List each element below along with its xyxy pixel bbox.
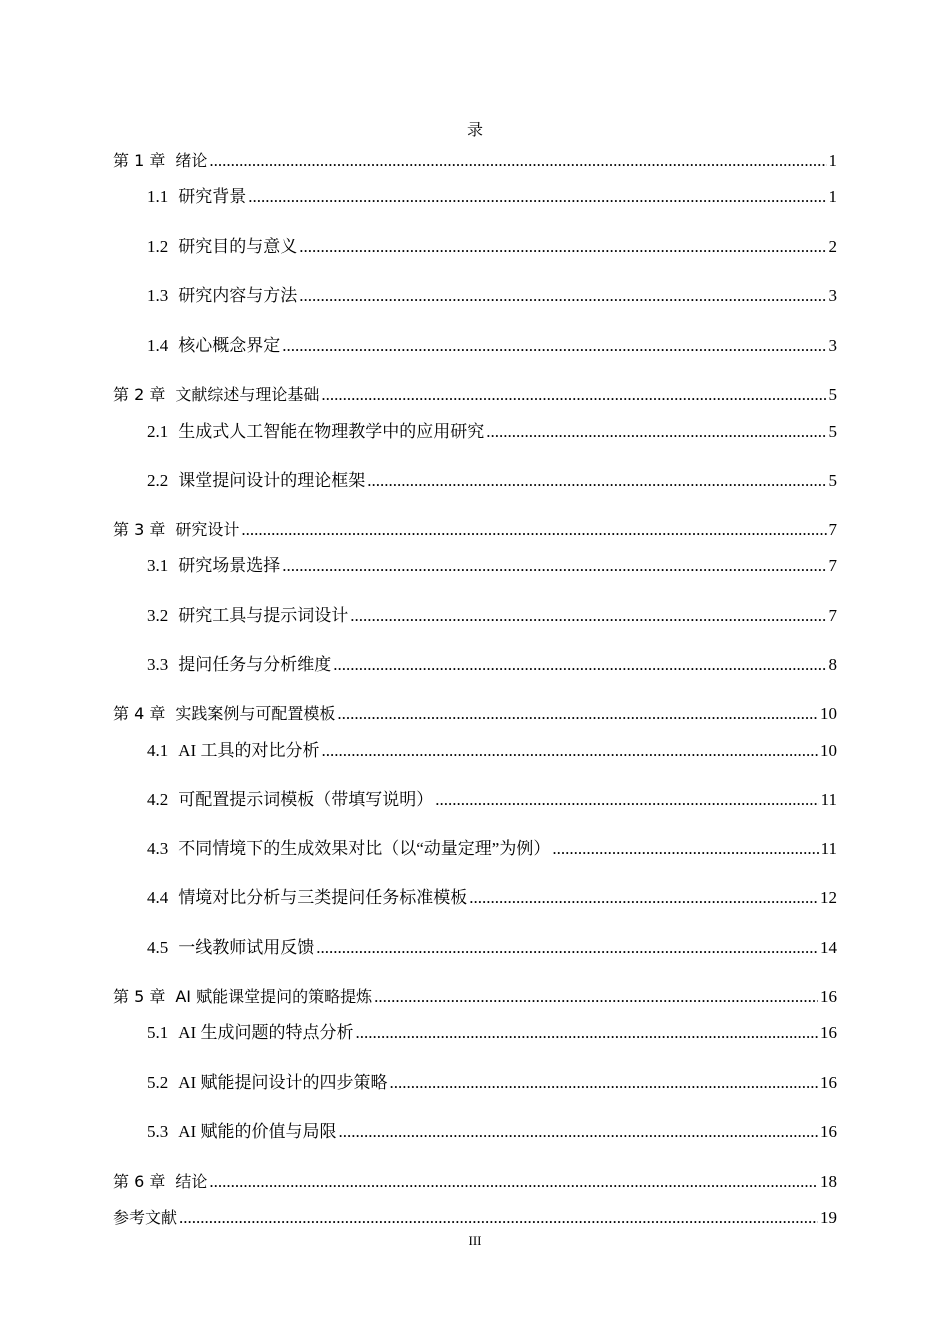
toc-entry-number: 5.3 [147,1122,169,1141]
toc-entry-number: 第 6 章 [113,1172,166,1191]
toc-entry-number: 第 4 章 [113,704,166,723]
toc-chapter-entry[interactable] [113,519,837,541]
toc-entry-title: 研究背景 [178,187,247,206]
toc-entry-title: 一线教师试用反馈 [178,938,315,957]
toc-page-number: 11 [820,790,837,809]
toc-dot-leader [248,186,826,208]
toc-entry-title: 情境对比分析与三类提问任务标准模板 [178,888,468,907]
toc-entry-title: 生成式人工智能在物理教学中的应用研究 [178,422,485,441]
toc-entry-number: 1.3 [147,286,169,305]
toc-entry-label [147,937,314,959]
toc-section-entry[interactable] [147,555,837,577]
toc-page-number: 7 [828,606,837,625]
toc-entry-number: 1.4 [147,336,169,355]
toc-dot-leader [389,1072,818,1094]
toc-entry-label [113,986,372,1008]
toc-page-number: 3 [828,336,837,355]
toc-dot-leader [321,384,826,406]
toc-entry-number: 4.3 [147,839,169,858]
toc-entry-number: 1.1 [147,187,169,206]
toc-dot-leader [282,555,826,577]
toc-dot-leader [552,838,818,860]
toc-entry-title: 可配置提示词模板（带填写说明） [178,790,434,809]
toc-page-number: 8 [828,655,837,674]
toc-entry-number: 2.2 [147,471,169,490]
toc-entry-label [147,838,550,860]
toc-entry-number: 4.4 [147,888,169,907]
toc-page-number: 7 [828,520,837,539]
toc-section-entry[interactable] [147,285,837,307]
toc-dot-leader [374,986,818,1008]
toc-entry-title: 课堂提问设计的理论框架 [178,471,366,490]
toc-chapter-entry[interactable] [113,150,837,172]
toc-section-entry[interactable] [147,421,837,443]
toc-entry-number: 第 3 章 [113,520,166,539]
toc-page-number: 5 [828,422,837,441]
toc-entry-title: 实践案例与可配置模板 [175,704,336,723]
toc-section-entry[interactable] [147,236,837,258]
toc-section-entry[interactable] [147,887,837,909]
toc-chapter-entry[interactable] [113,384,837,406]
toc-entry-label [147,1121,336,1143]
toc-page-number: 1 [828,187,837,206]
toc-page-number: 16 [820,987,837,1006]
toc-section-entry[interactable] [147,1022,837,1044]
toc-entry-number: 4.5 [147,938,169,957]
toc-dot-leader [337,703,818,725]
toc-entry-label [147,654,331,676]
toc-page-number: 2 [828,237,837,256]
toc-page-number: 19 [820,1208,837,1227]
toc-dot-leader [435,789,818,811]
toc-dot-leader [350,605,826,627]
toc-page-number: 10 [820,741,837,760]
toc-page-number: 10 [820,704,837,723]
toc-entry-label [147,789,433,811]
toc-entry-title: AI 生成问题的特点分析 [178,1023,354,1042]
toc-dot-leader [316,937,818,959]
toc-entry-title: AI 赋能的价值与局限 [178,1122,337,1141]
toc-entry-number: 3.1 [147,556,169,575]
toc-page-number: 16 [820,1122,837,1141]
toc-entry-title: 研究场景选择 [178,556,281,575]
toc-chapter-entry[interactable] [113,703,837,725]
toc-page-number: 16 [820,1023,837,1042]
toc-entry-label [147,1022,353,1044]
toc-page-number: 3 [828,286,837,305]
toc-entry-label [113,519,239,541]
toc-section-entry[interactable] [147,654,837,676]
toc-entry-label [147,887,467,909]
toc-section-entry[interactable] [147,1072,837,1094]
page-number: III [468,1233,482,1248]
toc-section-entry[interactable] [147,838,837,860]
toc-page-number: 16 [820,1073,837,1092]
toc-section-entry[interactable] [147,789,837,811]
toc-section-entry[interactable] [147,937,837,959]
toc-entry-number: 第 2 章 [113,385,166,404]
toc-entry-title: 核心概念界定 [178,336,281,355]
toc-entry-label [147,335,280,357]
toc-title: 录 [466,122,483,139]
toc-entry-label [147,740,319,762]
toc-entry-label [147,605,348,627]
toc-entry-title: 参考文献 [113,1208,178,1227]
toc-dot-leader [338,1121,818,1143]
toc-chapter-entry[interactable] [113,1171,837,1193]
toc-entry-label [113,703,335,725]
toc-page-number: 1 [828,151,837,170]
toc-section-entry[interactable] [147,605,837,627]
toc-entry-title: 研究设计 [175,520,240,539]
toc-dot-leader [367,470,826,492]
toc-section-entry[interactable] [147,186,837,208]
toc-section-entry[interactable] [147,1121,837,1143]
toc-entry-number: 第 1 章 [113,151,166,170]
toc-entry-label [113,150,207,172]
toc-entry-number: 4.1 [147,741,169,760]
toc-dot-leader [486,421,826,443]
toc-dot-leader [209,150,826,172]
toc-entry-label [147,285,297,307]
toc-page-number: 5 [828,385,837,404]
toc-page-number: 5 [828,471,837,490]
toc-section-entry[interactable] [147,740,837,762]
toc-dot-leader [282,335,826,357]
toc-page-number: 18 [820,1172,837,1191]
toc-entry-title: AI 赋能课堂提问的策略提炼 [175,987,373,1006]
toc-entry-title: AI 赋能提问设计的四步策略 [178,1073,388,1092]
toc-entry-title: AI 工具的对比分析 [178,741,320,760]
toc-entry-title: 不同情境下的生成效果对比（以“动量定理”为例） [178,839,551,858]
toc-entry-label [147,555,280,577]
toc-dot-leader [469,887,818,909]
toc-entry-number: 2.1 [147,422,169,441]
toc-dot-leader [209,1171,818,1193]
toc-dot-leader [333,654,826,676]
toc-entry-label [147,421,484,443]
toc-entry-title: 文献综述与理论基础 [175,385,320,404]
toc-entry-label [147,1072,387,1094]
toc-entry-label [147,236,297,258]
toc-page-number: 12 [820,888,837,907]
toc-entry-title: 提问任务与分析维度 [178,655,332,674]
toc-entry-title: 研究工具与提示词设计 [178,606,349,625]
toc-entry-number: 5.1 [147,1023,169,1042]
toc-entry-title: 研究内容与方法 [178,286,298,305]
toc-section-entry[interactable] [147,335,837,357]
toc-dot-leader [321,740,818,762]
toc-entry-label [113,1171,207,1193]
toc-dot-leader [355,1022,818,1044]
toc-entry-number: 3.3 [147,655,169,674]
toc-entry-number: 4.2 [147,790,169,809]
toc-entry-label [113,384,319,406]
toc-entry-number: 1.2 [147,237,169,256]
toc-entry-number: 5.2 [147,1073,169,1092]
toc-chapter-entry[interactable] [113,1207,837,1229]
toc-dot-leader [299,236,826,258]
toc-entry-label [113,1207,177,1229]
toc-chapter-entry[interactable] [113,986,837,1008]
toc-entry-label [147,186,246,208]
toc-dot-leader [299,285,826,307]
toc-page-number: 11 [820,839,837,858]
toc-entry-title: 研究目的与意义 [178,237,298,256]
toc-page-number: 14 [820,938,837,957]
toc-entry-number: 3.2 [147,606,169,625]
toc-section-entry[interactable] [147,470,837,492]
toc-dot-leader [241,519,826,541]
toc-dot-leader [179,1207,818,1229]
toc-entry-title: 结论 [175,1172,208,1191]
toc-entry-title: 绪论 [175,151,208,170]
toc-entry-label [147,470,365,492]
toc-entry-number: 第 5 章 [113,987,166,1006]
toc-page-number: 7 [828,556,837,575]
